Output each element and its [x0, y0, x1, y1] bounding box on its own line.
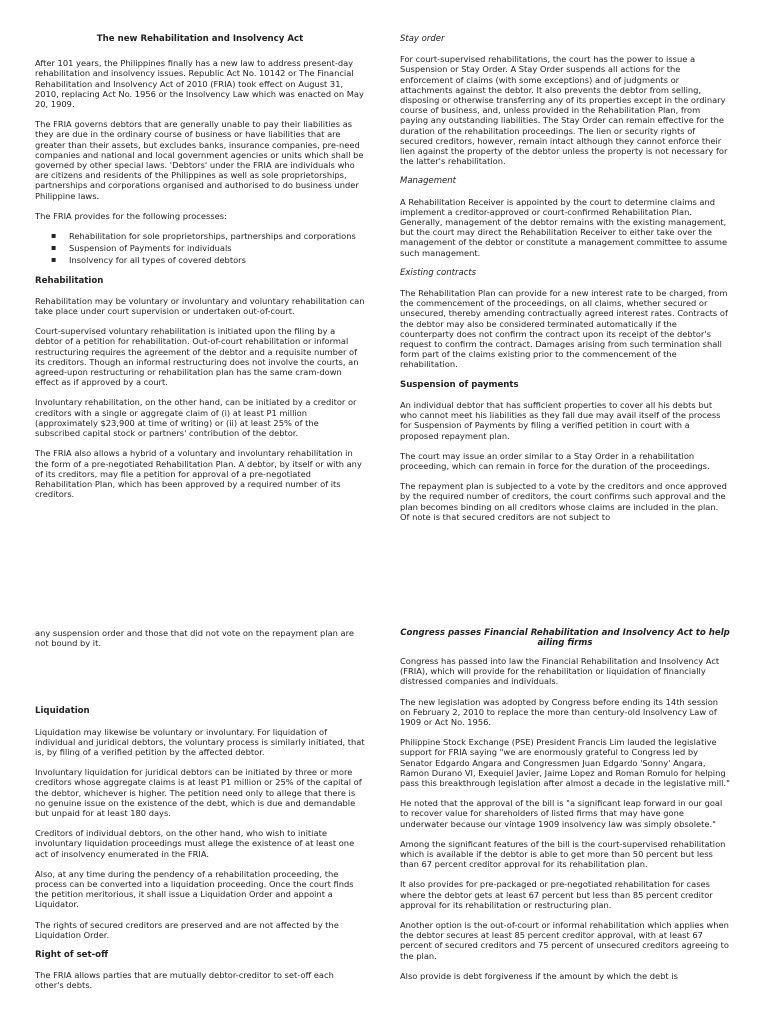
paragraph: Another option is the out-of-court or informal rehabilitation which applies when the debtor secures at least 85 percent creditor approval, with at least 67 percent of secured creditors and 75 percent of unsecured creditors agreeing to the plan.	[400, 920, 729, 961]
page2-left-column	[35, 628, 365, 1001]
paragraph: Also, at any time during the pendency of a rehabilitation proceeding, the process can be converted into a liquidation proceeding. Once the court finds the petition meritorious, it shall issue a Liquidation Order and appoint a Liquidator.	[35, 868, 354, 910]
paragraph: The FRIA also allows a hybrid of a voluntary and involuntary rehabilitation in the form of a pre-negotiated Rehabilitation Plan. A debtor, by itself or with any of its creditors, may file a petition for approval of a pre-negotiated Rehabilitation Plan, which has been approved by a required number of its creditors.	[35, 448, 362, 500]
process-list	[35, 231, 365, 266]
paragraph: The new legislation was adopted by Congress before ending its 14th session on February 2, 2010 to replace the more than century-old Insolvency Law of 1909 or Act No. 1956.	[400, 696, 719, 728]
paragraph: An individual debtor that has sufficient properties to cover all his debts but who cannot meet his liabilities as they fall due may avail itself of the process for Suspension of Payments by filing a verified petition in court with a proposed repayment plan.	[400, 399, 721, 441]
paragraph: Philippine Stock Exchange (PSE) President Francis Lim lauded the legislative support for FRIA saying "we are enormously grateful to Congress led by Senator Edgardo Angara and Congressmen Juan Edgardo 'Sonny' Angara, Ramon Durano VI, Exequiel Javier, Jaime Lopez and Roman Romulo for helping pass this breakthrough legislation after almost a decade in the legislative mill."	[400, 737, 730, 789]
paragraph: A Rehabilitation Receiver is appointed by the court to determine claims and implement a creditor-approved or court-confirmed Rehabilitation Plan. Generally, management of the debtor remains with the existing management, but the court may direct the Rehabilitation Receiver to either take over the management of the debtor or constitute a management committee to assume such management.	[400, 196, 728, 258]
page1-left-column	[35, 34, 365, 509]
paragraph: The FRIA provides for the following processes:	[35, 210, 227, 221]
paragraph: The FRIA allows parties that are mutually debtor-creditor to set-off each other's debts.	[35, 970, 334, 991]
paragraph: It also provides for pre-packaged or pre-negotiated rehabilitation for cases where the debtor gets at least 67 percent but less than 85 percent creditor approval for its rehabilitation or restructuring plan.	[400, 879, 713, 910]
article-title: Congress passes Financial Rehabilitation and Insolvency Act to help ailing firms	[400, 628, 730, 648]
paragraph: Congress has passed into law the Financial Rehabilitation and Insolvency Act (FRIA), which will provide for the rehabilitation or liquidation of financially distressed companies and individuals.	[400, 656, 720, 687]
document-page-2	[0, 614, 768, 1024]
paragraph: He noted that the approval of the bill is "a significant leap forward in our goal to recover value for shareholders of listed firms that may have gone underwater because our vintage 1909 insolvency law was simply obsolete."	[400, 798, 723, 829]
paragraph: Involuntary liquidation for juridical debtors can be initiated by three or more creditors whose aggregate claims is at least P1 million or 25% of the capital of the debtor, whichever is higher. The petition need only to allege that there is no genuine issue on the existence of the debt, which is due and demandable but unpaid for at least 180 days.	[35, 767, 362, 819]
paragraph: Court-supervised voluntary rehabilitation is initiated upon the filing by a debtor of a petition for rehabilitation. Out-of-court rehabilitation or informal restructuring requires the agreement of the debtor and a requisite number of its creditors. Though an informal restructuring does not involve the courts, an agreed-upon restructuring or rehabilitation plan has the same cram-down effect as if approved by a court.	[35, 326, 359, 388]
subheading-management: Management	[400, 176, 456, 187]
subheading-stay-order: Stay order	[400, 34, 445, 44]
paragraph: The FRIA governs debtors that are generally unable to pay their liabilities as they are due in the ordinary course of business or have liabilities that are greater than their assets, but excludes banks, insurance companies, pre-need companies and national and local government agencies or units which shall be governed by other special laws. 'Debtors' under the FRIA are individuals who are citizens and residents of the Philippines as well as sole proprietorships, partnerships and corporations organised and authorised to do business under Philippine laws.	[35, 119, 364, 201]
paragraph: For court-supervised rehabilitations, the court has the power to issue a Suspension or Stay Order. A Stay Order suspends all actions for the enforcement of claims (with some exceptions) and of judgments or attachments against the debtor. It also prevents the debtor from selling, disposing or otherwise transferring any of its properties except in the ordinary course of business, and, unless provided in the Rehabilitation Plan, from paying any outstanding liabilities. The Stay Order can remain effective for the duration of the rehabilitation proceedings. The lien or security rights of secured creditors, however, remain intact although they cannot enforce their lien against the property of the debtor unless the property is not necessary for the latter's rehabilitation.	[400, 54, 728, 167]
paragraph: Rehabilitation may be voluntary or involuntary and voluntary rehabilitation can take place under court supervision or undertaken out-of-court.	[35, 295, 365, 317]
paragraph: Liquidation may likewise be voluntary or involuntary. For liquidation of individual and juridical debtors, the voluntary process is similarly initiated, that is, by filing of a verified petition by the affected debtor.	[35, 726, 365, 758]
paragraph: After 101 years, the Philippines finally has a new law to address present-day rehabilitation and insolvency issues. Republic Act No. 10142 or The Financial Rehabilitation and Insolvency Act of 2010 (FRIA) took effect on August 31, 2010, replacing Act No. 1956 or the Insolvency Law which was enacted on May 20, 1909.	[35, 58, 364, 110]
list-item: ▪ Rehabilitation for sole proprietorships, partnerships and corporations	[69, 231, 365, 241]
article-title: The new Rehabilitation and Insolvency Act	[96, 34, 304, 44]
page1-right-column	[400, 34, 730, 532]
section-heading-liquidation: Liquidation	[35, 706, 90, 717]
paragraph: The Rehabilitation Plan can provide for a new interest rate to be charged, from the commencement of the proceedings, on all claims, whether secured or unsecured, thereby amending contractually agreed interest rates. Contracts of the debtor may also be considered terminated automatically if the counterparty does not confirm the contract upon its receipt of the debtor's request to confirm the contract. Damages arising from such termination shall form part of the claims existing prior to the commencement of the rehabilitation.	[400, 288, 728, 370]
section-heading-set-off: Right of set-off	[35, 950, 109, 961]
section-heading-suspension: Suspension of payments	[400, 379, 519, 390]
paragraph: Creditors of individual debtors, on the other hand, who wish to initiate involuntary liquidation proceedings must allege the existence of at least one act of insolvency enumerated in the FRIA.	[35, 828, 355, 859]
paragraph: Also provide is debt forgiveness if the amount by which the debt is	[400, 970, 678, 981]
list-item: ▪ Insolvency for all types of covered debtors	[69, 255, 365, 265]
subheading-existing-contracts: Existing contracts	[400, 267, 477, 278]
section-heading-rehabilitation: Rehabilitation	[35, 275, 104, 286]
paragraph: Involuntary rehabilitation, on the other hand, can be initiated by a creditor or creditors with a single or aggregate claim of (i) at least P1 million (approximately $23,900 at time of writing) or (ii) at least 25% of the subscribed capital stock or partners' contribution of the debtor.	[35, 397, 357, 439]
list-item: ▪ Suspension of Payments for individuals	[69, 243, 365, 253]
paragraph: any suspension order and those that did not vote on the repayment plan are not bound by it.	[35, 628, 354, 649]
paragraph: The repayment plan is subjected to a vote by the creditors and once approved by the required number of creditors, the court confirms such approval and the plan becomes binding on all creditors whose claims are included in the plan. Of note is that secured creditors are not subject to	[400, 481, 727, 522]
page2-right-column	[400, 628, 730, 991]
paragraph: Among the significant features of the bill is the court-supervised rehabilitation which is available if the debtor is able to get more than 50 percent but less than 67 percent creditor approval for its rehabilitation plan.	[400, 838, 726, 870]
paragraph: The court may issue an order similar to a Stay Order in a rehabilitation proceeding, which can remain in force for the duration of the proceedings.	[400, 450, 710, 471]
paragraph: The rights of secured creditors are preserved and are not affected by the Liquidation Order.	[35, 919, 339, 940]
